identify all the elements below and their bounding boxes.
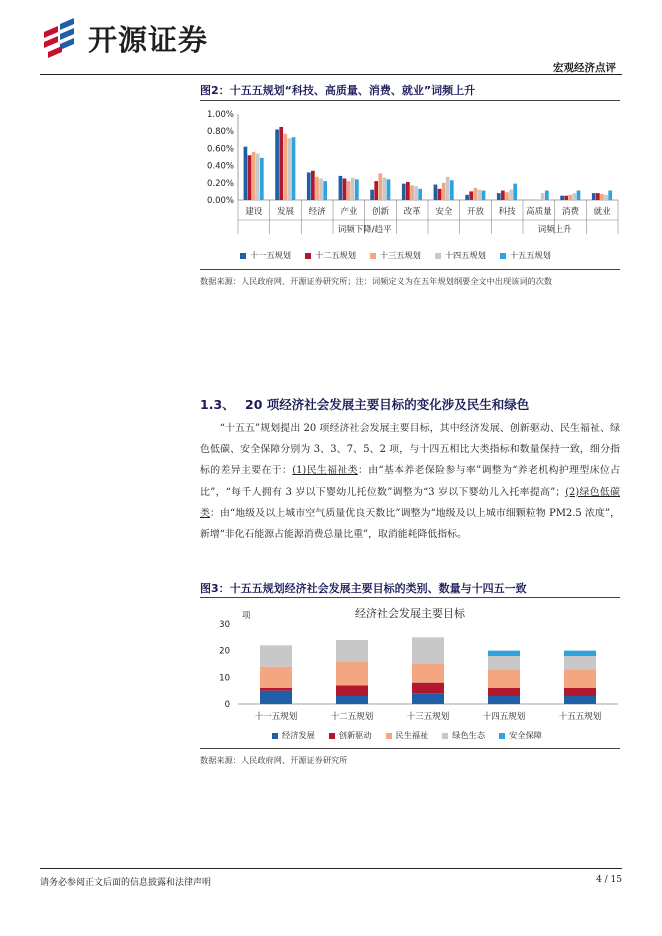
- bar: [418, 189, 422, 200]
- stacked-bar-segment: [336, 696, 368, 704]
- bar: [497, 193, 501, 200]
- legend-item: [435, 250, 486, 261]
- legend-item: [499, 730, 542, 741]
- bar: [414, 186, 418, 200]
- stacked-bar-segment: [412, 683, 444, 694]
- bar: [256, 154, 260, 200]
- legend-swatch: [272, 733, 278, 739]
- group-label: 词频下降/趋平: [337, 225, 392, 235]
- stacked-bar-segment: [336, 685, 368, 696]
- x-tick-label: 就业: [593, 207, 611, 217]
- figure2-title-rule: [200, 100, 620, 101]
- bar: [292, 137, 296, 200]
- bar: [513, 184, 517, 200]
- y-tick-label: 10: [219, 673, 230, 684]
- figure3-title: 图3：十五五规划经济社会发展主要目标的类别、数量与十四五一致: [200, 582, 527, 595]
- bar: [319, 179, 323, 201]
- bar: [283, 134, 287, 200]
- legend-item: [500, 250, 551, 261]
- bar: [596, 193, 600, 200]
- x-tick-label: 产业: [340, 207, 358, 217]
- company-logo: [40, 18, 208, 58]
- y-tick-label: 20: [219, 646, 230, 657]
- x-tick-label: 消费: [561, 207, 580, 217]
- section-number: 1.3、: [200, 397, 235, 412]
- figure2-source: 数据来源：人民政府网、开源证券研究所；注：词频定义为在五年规划纲要全文中出现该词的次数: [200, 276, 553, 286]
- bar: [410, 185, 414, 200]
- y-tick-label: 0.40%: [206, 161, 234, 172]
- y-axis-unit: 项: [242, 611, 251, 621]
- y-tick-label: 0.00%: [206, 196, 234, 206]
- header-divider: [40, 74, 622, 75]
- legend-label: 十五五规划: [509, 250, 551, 260]
- x-tick-label: 十五五规划: [558, 712, 602, 722]
- bar: [608, 191, 612, 200]
- stacked-bar-segment: [488, 669, 520, 688]
- section-heading: [200, 395, 529, 413]
- x-tick-label: 建设: [245, 207, 263, 217]
- bar: [323, 181, 327, 200]
- bar: [505, 192, 509, 200]
- bar: [541, 193, 545, 200]
- figure3-chart: [200, 602, 620, 726]
- stacked-bar-segment: [488, 656, 520, 669]
- group-label: 词频上升: [537, 225, 572, 235]
- bar: [244, 147, 248, 200]
- bar: [446, 177, 450, 200]
- bar: [288, 138, 292, 200]
- bar: [402, 184, 406, 200]
- bar: [374, 181, 378, 200]
- bar: [434, 185, 438, 200]
- bar: [450, 180, 454, 200]
- bar: [568, 195, 572, 200]
- stacked-bar-segment: [412, 637, 444, 664]
- legend-swatch: [499, 733, 505, 739]
- chart-title: 经济社会发展主要目标: [355, 607, 465, 620]
- stacked-bar-segment: [564, 688, 596, 696]
- legend-item: [442, 730, 485, 741]
- legend-label: 十一五规划: [250, 250, 291, 260]
- body-paragraph: [200, 418, 620, 545]
- legend-label: 十三五规划: [379, 250, 421, 260]
- stacked-bar-segment: [260, 645, 292, 666]
- y-tick-label: 0.20%: [206, 178, 234, 189]
- legend-swatch: [240, 253, 246, 259]
- figure3-title-rule: [200, 597, 620, 598]
- paragraph-item2-label: (2)绿色低碳类: [200, 486, 620, 519]
- legend-label: 安全保障: [509, 730, 542, 740]
- page-number: 4 / 15: [596, 875, 622, 885]
- figure3-bottom-rule: [200, 748, 620, 749]
- stacked-bar-segment: [260, 691, 292, 704]
- bar: [604, 195, 608, 200]
- legend-label: 经济发展: [282, 730, 315, 740]
- paragraph-item1-label: (1)民生福祉类: [292, 465, 358, 477]
- bar: [442, 183, 446, 200]
- paragraph-item2-text: ：由“地级及以上城市空气质量优良天数比”调整为“地级及以上城市细颗粒物 PM2.5 浓度”，新增“非化石能源占能源消费总量比重”，取消能耗降低指标。: [200, 507, 620, 541]
- x-tick-label: 发展: [276, 207, 295, 217]
- stacked-bar-segment: [412, 664, 444, 683]
- logo-text: 开源证券: [88, 22, 209, 57]
- bar: [600, 194, 604, 200]
- bar: [279, 127, 283, 200]
- figure3-source: 数据来源：人民政府网、开源证券研究所: [200, 755, 348, 765]
- y-tick-label: 0.80%: [206, 127, 234, 138]
- bar: [248, 155, 252, 200]
- legend-swatch: [305, 253, 311, 259]
- bar: [275, 129, 279, 200]
- stacked-bar-segment: [488, 651, 520, 656]
- legend-label: 创新驱动: [338, 730, 372, 740]
- bar: [473, 188, 477, 200]
- legend-swatch: [442, 733, 448, 739]
- paragraph-intro: “十五五”规划提出 20 项经济社会发展主要目标，其中经济发展、创新驱动、民生福祉、绿色低碳、安全保障分别为 3、3、7、5、2 项，与十四五相比大类指标和数量保持一致，细分指标的差异主要在于：: [200, 423, 620, 477]
- bar: [482, 191, 486, 200]
- stacked-bar-segment: [488, 688, 520, 696]
- legend-swatch: [329, 733, 335, 739]
- logo-mark-icon: [40, 18, 84, 58]
- stacked-bar-segment: [564, 669, 596, 688]
- bar: [343, 179, 347, 201]
- legend-item: [272, 730, 315, 741]
- stacked-bar-segment: [412, 693, 444, 704]
- stacked-bar-segment: [564, 656, 596, 669]
- bar: [564, 196, 568, 200]
- legend-swatch: [386, 733, 392, 739]
- legend-label: 民生福祉: [395, 730, 429, 740]
- bar: [560, 196, 564, 200]
- x-tick-label: 十三五规划: [406, 712, 450, 722]
- x-tick-label: 科技: [498, 207, 516, 217]
- x-tick-label: 创新: [371, 207, 390, 217]
- x-tick-label: 安全: [435, 207, 453, 217]
- bar: [383, 178, 387, 200]
- stacked-bar-segment: [564, 696, 596, 704]
- bar: [387, 179, 391, 200]
- bar: [478, 190, 482, 200]
- bar: [260, 158, 264, 200]
- legend-item: [386, 730, 429, 741]
- legend-swatch: [370, 253, 376, 259]
- y-tick-label: 0.60%: [206, 144, 234, 155]
- bar: [311, 171, 315, 200]
- bar: [315, 177, 319, 200]
- report-type: 宏观经济点评: [553, 62, 616, 74]
- bar: [577, 191, 581, 200]
- y-tick-label: 0: [224, 700, 230, 710]
- figure2-chart: [200, 104, 620, 248]
- stacked-bar-segment: [564, 651, 596, 656]
- bar: [545, 191, 549, 200]
- legend-label: 绿色生态: [452, 730, 486, 740]
- legend-item: [329, 730, 372, 741]
- bar: [370, 190, 374, 200]
- bar: [351, 178, 355, 200]
- figure2-bottom-rule: [200, 269, 620, 270]
- figure2-legend: [240, 250, 551, 261]
- stacked-bar-segment: [260, 688, 292, 691]
- stacked-bar-segment: [488, 696, 520, 704]
- x-tick-label: 经济: [308, 207, 326, 217]
- legend-label: 十二五规划: [314, 250, 356, 260]
- bar: [469, 191, 473, 200]
- x-tick-label: 十二五规划: [330, 712, 374, 722]
- section-title-text: 20 项经济社会发展主要目标的变化涉及民生和绿色: [245, 397, 530, 412]
- x-tick-label: 十四五规划: [482, 712, 526, 722]
- bar: [509, 190, 513, 200]
- stacked-bar-segment: [336, 661, 368, 685]
- bar: [465, 195, 469, 200]
- footer-disclaimer: 请务必参阅正文后面的信息披露和法律声明: [40, 878, 212, 888]
- bar: [378, 173, 382, 200]
- figure3-legend: [272, 730, 542, 741]
- bar: [355, 179, 359, 200]
- y-tick-label: 30: [219, 620, 230, 630]
- bar: [347, 181, 351, 200]
- footer-divider: [40, 868, 622, 869]
- stacked-bar-segment: [260, 667, 292, 688]
- bar: [406, 182, 410, 200]
- bar: [573, 193, 577, 200]
- legend-item: [305, 250, 356, 261]
- bar: [252, 152, 256, 200]
- legend-label: 十四五规划: [444, 250, 486, 260]
- legend-swatch: [500, 253, 506, 259]
- bar: [307, 172, 311, 200]
- x-tick-label: 开放: [466, 207, 485, 217]
- legend-swatch: [435, 253, 441, 259]
- legend-item: [240, 250, 291, 261]
- bar: [339, 176, 343, 200]
- paragraph-item1-text: ：由“基本养老保险参与率”调整为“养老机构护理型床位占比”，“每千人拥有 3 岁以下婴幼儿托位数”调整为“3 岁以下婴幼儿入托率提高”；: [200, 465, 620, 498]
- y-tick-label: 1.00%: [206, 110, 234, 120]
- stacked-bar-segment: [336, 640, 368, 661]
- bar: [592, 193, 596, 200]
- x-tick-label: 改革: [403, 207, 421, 217]
- bar: [501, 191, 505, 200]
- bar: [438, 189, 442, 200]
- legend-item: [370, 250, 421, 261]
- x-tick-label: 高质量: [526, 207, 552, 217]
- figure2-title: 图2：十五五规划“科技、高质量、消费、就业”词频上升: [200, 84, 476, 97]
- x-tick-label: 十一五规划: [254, 712, 298, 722]
